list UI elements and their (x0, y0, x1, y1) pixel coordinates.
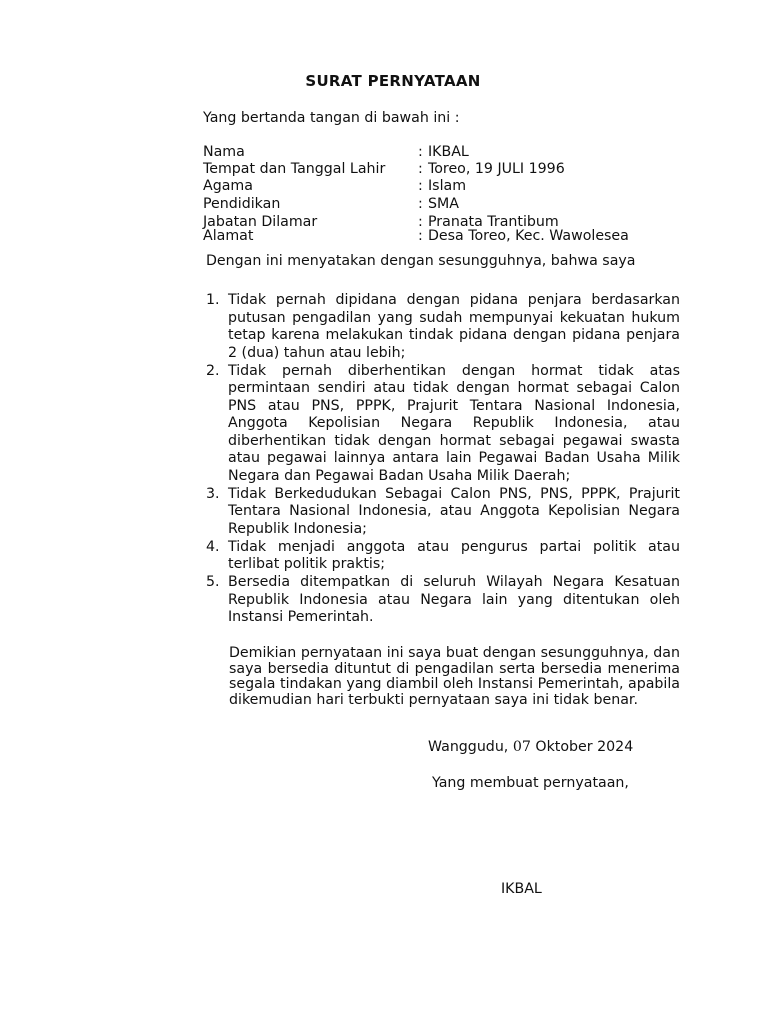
list-item-text: Tidak pernah diberhentikan dengan hormat tidak atas permintaan sendiri atau tidak dengan hormat sebagai Calon PNS atau PNS, PPPK, Prajurit Tentara Nasional Indonesia, Anggota Kepolisian Negara Republik Indonesia, atau diberhentikan tidak dengan hormat sebagai pegawai swasta atau pegawai lainnya antara lain Pegawai Badan Usaha Milik Negara dan Pegawai Badan Usaha Milik Daerah; (228, 362, 680, 484)
field-colon: : (418, 161, 423, 177)
list-item-text: Tidak pernah dipidana dengan pidana penjara berdasarkan putusan pengadilan yang sudah mempunyai kekuatan hukum tetap karena melakukan tindak pidana dengan pidana penjara 2 (dua) tahun atau lebih; (228, 292, 680, 361)
statement-text: Dengan ini menyatakan dengan sesungguhnya, bahwa saya (206, 253, 636, 269)
field-value: Pranata Trantibum (428, 214, 559, 230)
field-label: Tempat dan Tanggal Lahir (203, 161, 386, 177)
field-value: Islam (428, 178, 467, 194)
signer-label: Yang membuat pernyataan, (432, 775, 629, 791)
field-tempat-tanggal-lahir (203, 160, 683, 178)
field-value: IKBAL (428, 144, 469, 160)
field-value: Toreo, 19 JULI 1996 (428, 161, 565, 177)
list-item-number: 1. (206, 292, 220, 308)
list-item-number: 5. (206, 574, 220, 590)
field-alamat (203, 227, 683, 245)
list-item-text: Bersedia ditempatkan di seluruh Wilayah Negara Kesatuan Republik Indonesia atau Negara lain yang ditentukan oleh Instansi Pemerintah. (228, 574, 680, 625)
field-colon: : (418, 144, 423, 160)
date-month-year: Oktober 2024 (535, 739, 634, 755)
field-agama (203, 177, 683, 195)
field-pendidikan (203, 195, 683, 213)
field-value: SMA (428, 196, 459, 212)
field-colon: : (418, 178, 423, 194)
list-item (206, 363, 680, 486)
field-colon: : (418, 214, 423, 230)
field-nama (203, 143, 683, 161)
list-item (206, 292, 680, 362)
field-label: Alamat (203, 228, 254, 244)
list-item-number: 3. (206, 485, 220, 502)
list-item (206, 539, 680, 574)
intro-text: Yang bertanda tangan di bawah ini : (203, 110, 460, 126)
list-item-number: 2. (206, 362, 220, 379)
signer-name: IKBAL (501, 881, 542, 897)
field-label: Agama (203, 178, 253, 194)
field-colon: : (418, 228, 423, 244)
document-title: SURAT PERNYATAAN (305, 72, 481, 90)
date-day: 07 (512, 739, 531, 755)
field-label: Jabatan Dilamar (203, 214, 318, 230)
list-item-text: Tidak menjadi anggota atau pengurus partai politik atau terlibat politik praktis; (228, 538, 680, 572)
field-label: Nama (203, 144, 245, 160)
list-item-number: 4. (206, 538, 220, 555)
field-value: Desa Toreo, Kec. Wawolesea (428, 228, 629, 244)
list-item (206, 486, 680, 539)
closing-paragraph: Demikian pernyataan ini saya buat dengan sesungguhnya, dan saya bersedia dituntut di pengadilan serta bersedia menerima segala tindakan yang diambil oleh Instansi Pemerintah, apabila dikemudian hari terbukti pernyataan saya ini tidak benar. (229, 645, 680, 708)
list-item (206, 574, 680, 627)
place-date (428, 739, 633, 755)
statement-list (206, 292, 680, 627)
field-label: Pendidikan (203, 196, 281, 212)
place-name: Wanggudu, (428, 739, 509, 755)
list-item-text: Tidak Berkedudukan Sebagai Calon PNS, PNS, PPPK, Prajurit Tentara Nasional Indonesia, atau Anggota Kepolisian Negara Republik Indonesia; (228, 485, 680, 537)
field-colon: : (418, 196, 423, 212)
